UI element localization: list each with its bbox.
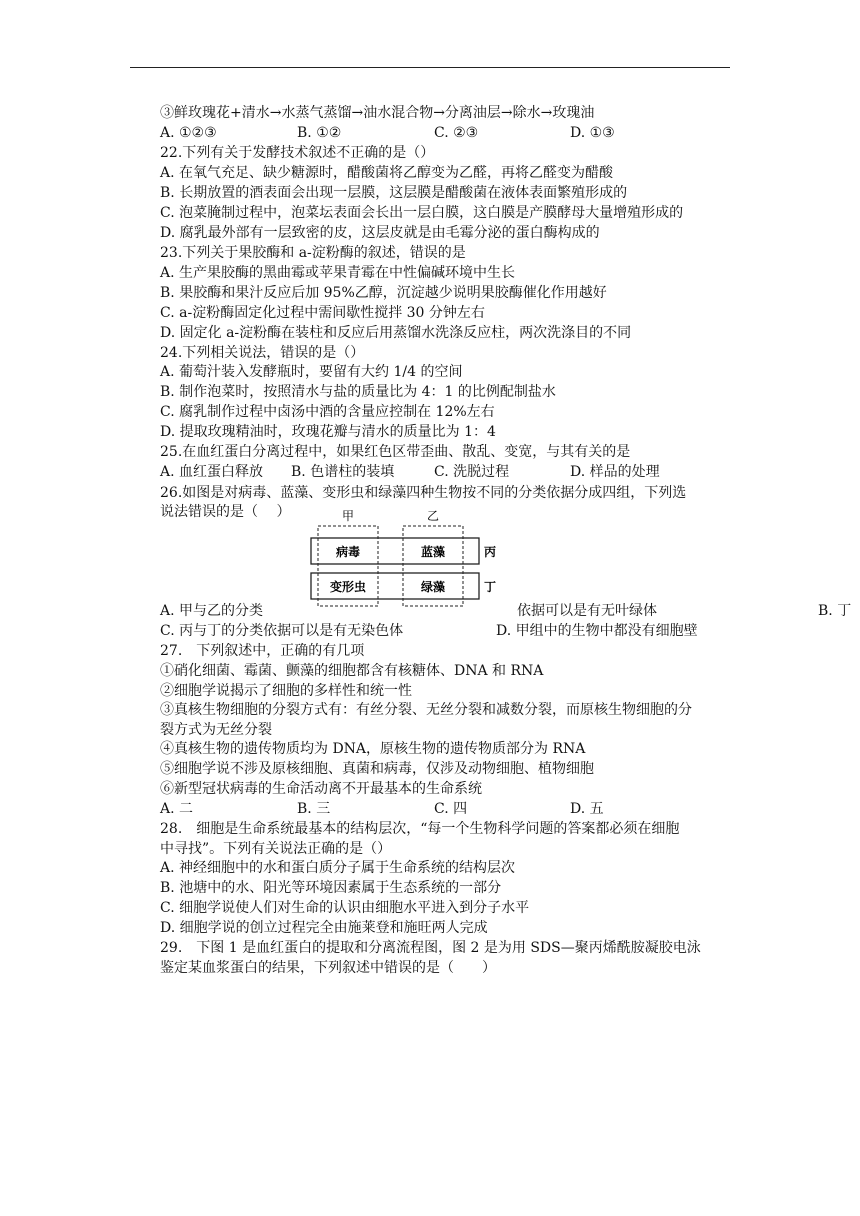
- header-rule: [130, 67, 730, 68]
- q28-option-d[interactable]: D. 细胞学说的创立过程完全由施莱登和施旺两人完成: [160, 920, 488, 936]
- q24-option-d[interactable]: D. 提取玫瑰精油时，玫瑰花瓣与清水的质量比为 1：4: [160, 424, 496, 440]
- cell-virus: 病毒: [335, 545, 361, 559]
- q25-stem: 25.在血红蛋白分离过程中，如果红色区带歪曲、散乱、变宽，与其有关的是: [160, 444, 631, 460]
- q22-option-d[interactable]: D. 腐乳最外部有一层致密的皮，这层皮就是由毛霉分泌的蛋白酶构成的: [160, 225, 600, 241]
- q25-option-b[interactable]: B. 色谱柱的装填: [291, 464, 395, 480]
- q28-option-b[interactable]: B. 池塘中的水、阳光等环境因素属于生态系统的一部分: [160, 880, 502, 896]
- q28-option-c[interactable]: C. 细胞学说使人们对生命的认识由细胞水平进入到分子水平: [160, 900, 530, 916]
- q26-stem-line2: 说法错误的是（ ）: [160, 504, 291, 520]
- col-label-yi: 乙: [426, 509, 440, 523]
- cell-cyanobacteria: 蓝藻: [420, 545, 446, 559]
- q27-stem: 27. 下列叙述中，正确的有几项: [160, 643, 365, 659]
- q24-option-b[interactable]: B. 制作泡菜时，按照清水与盐的质量比为 4：1 的比例配制盐水: [160, 384, 556, 400]
- q27-statement-3a: ③真核生物细胞的分裂方式有：有丝分裂、无丝分裂和减数分裂，而原核生物细胞的分: [160, 702, 692, 718]
- q27-option-c[interactable]: C. 四: [434, 801, 468, 817]
- q27-statement-4: ④真核生物的遗传物质均为 DNA，原核生物的遗传物质部分为 RNA: [160, 741, 586, 757]
- q26-stem-line1: 26.如图是对病毒、蓝藻、变形虫和绿藻四种生物按不同的分类依据分成四组，下列选: [160, 485, 687, 501]
- q29-stem-line1: 29. 下图 1 是血红蛋白的提取和分离流程图，图 2 是为用 SDS—聚丙烯酰胺凝胶电泳: [160, 940, 701, 956]
- q27-statement-1: ①硝化细菌、霉菌、颤藻的细胞都含有核糖体、DNA 和 RNA: [160, 663, 544, 679]
- q21-option-c[interactable]: C. ②③: [434, 125, 479, 141]
- q24-option-a[interactable]: A. 葡萄汁装入发酵瓶时，要留有大约 1/4 的空间: [160, 364, 463, 380]
- q23-option-d[interactable]: D. 固定化 a-淀粉酶在装柱和反应后用蒸馏水洗涤反应柱，两次洗涤目的不同: [160, 325, 632, 341]
- q28-option-a[interactable]: A. 神经细胞中的水和蛋白质分子属于生命系统的结构层次: [160, 860, 516, 876]
- col-label-jia: 甲: [341, 509, 355, 523]
- q27-option-d[interactable]: D. 五: [570, 801, 604, 817]
- q26-option-a[interactable]: A. 甲与乙的分类: [160, 603, 264, 619]
- cell-green-algae: 绿藻: [420, 580, 446, 594]
- q26-option-d[interactable]: D. 甲组中的生物中都没有细胞壁: [496, 623, 698, 639]
- q22-option-b[interactable]: B. 长期放置的酒表面会出现一层膜，这层膜是醋酸菌在液体表面繁殖形成的: [160, 185, 628, 201]
- row-label-bing: 丙: [483, 545, 497, 559]
- q27-option-a[interactable]: A. 二: [160, 801, 194, 817]
- q23-option-c[interactable]: C. a-淀粉酶固定化过程中需间歇性搅拌 30 分钟左右: [160, 305, 485, 321]
- q28-stem-line1: 28. 细胞是生命系统最基本的结构层次，“每一个生物科学问题的答案都必须在细胞: [160, 821, 680, 837]
- q25-option-d[interactable]: D. 样品的处理: [570, 464, 660, 480]
- q24-stem: 24.下列相关说法，错误的是（）: [160, 345, 365, 361]
- q23-option-b[interactable]: B. 果胶酶和果汁反应后加 95%乙醇，沉淀越少说明果胶酶催化作用越好: [160, 285, 607, 301]
- q21-option-a[interactable]: A. ①②③: [160, 125, 217, 141]
- q26-option-c[interactable]: C. 丙与丁的分类依据可以是有无染色体: [160, 623, 404, 639]
- q27-statement-3b: 裂方式为无丝分裂: [160, 722, 272, 738]
- q27-statement-5: ⑤细胞学说不涉及原核细胞、真菌和病毒，仅涉及动物细胞、植物细胞: [160, 761, 594, 777]
- q23-option-a[interactable]: A. 生产果胶酶的黑曲霉或苹果青霉在中性偏碱环境中生长: [160, 265, 516, 281]
- q23-stem: 23.下列关于果胶酶和 a-淀粉酶的叙述，错误的是: [160, 245, 466, 261]
- q26-option-b-cut[interactable]: B. 丁: [818, 603, 852, 619]
- q26-option-a-continued: 依据可以是有无叶绿体: [517, 603, 657, 619]
- row-label-ding: 丁: [483, 580, 497, 594]
- q22-stem: 22.下列有关于发酵技术叙述不正确的是（）: [160, 145, 435, 161]
- q24-option-c[interactable]: C. 腐乳制作过程中卤汤中酒的含量应控制在 12%左右: [160, 404, 495, 420]
- q22-option-a[interactable]: A. 在氧气充足、缺少糖源时，醋酸菌将乙醇变为乙醛，再将乙醛变为醋酸: [160, 165, 614, 181]
- q25-option-a[interactable]: A. 血红蛋白释放: [160, 464, 264, 480]
- q27-option-b[interactable]: B. 三: [297, 801, 331, 817]
- q29-stem-line2: 鉴定某血浆蛋白的结果，下列叙述中错误的是（ ）: [160, 960, 496, 976]
- q21-option-b[interactable]: B. ①②: [297, 125, 342, 141]
- q25-option-c[interactable]: C. 洗脱过程: [434, 464, 510, 480]
- q28-stem-line2: 中寻找”。下列有关说法正确的是（）: [160, 841, 392, 857]
- q27-statement-6: ⑥新型冠状病毒的生命活动离不开最基本的生命系统: [160, 781, 482, 797]
- classification-figure: [310, 508, 500, 608]
- q27-statement-2: ②细胞学说揭示了细胞的多样性和统一性: [160, 683, 412, 699]
- classification-diagram: [310, 508, 500, 608]
- q21-option-d[interactable]: D. ①③: [570, 125, 615, 141]
- q22-option-c[interactable]: C. 泡菜腌制过程中，泡菜坛表面会长出一层白膜，这白膜是产膜酵母大量增殖形成的: [160, 205, 684, 221]
- cell-amoeba: 变形虫: [329, 580, 367, 594]
- q21-statement-3: ③鲜玫瑰花+清水→水蒸气蒸馏→油水混合物→分离油层→除水→玫瑰油: [160, 105, 595, 121]
